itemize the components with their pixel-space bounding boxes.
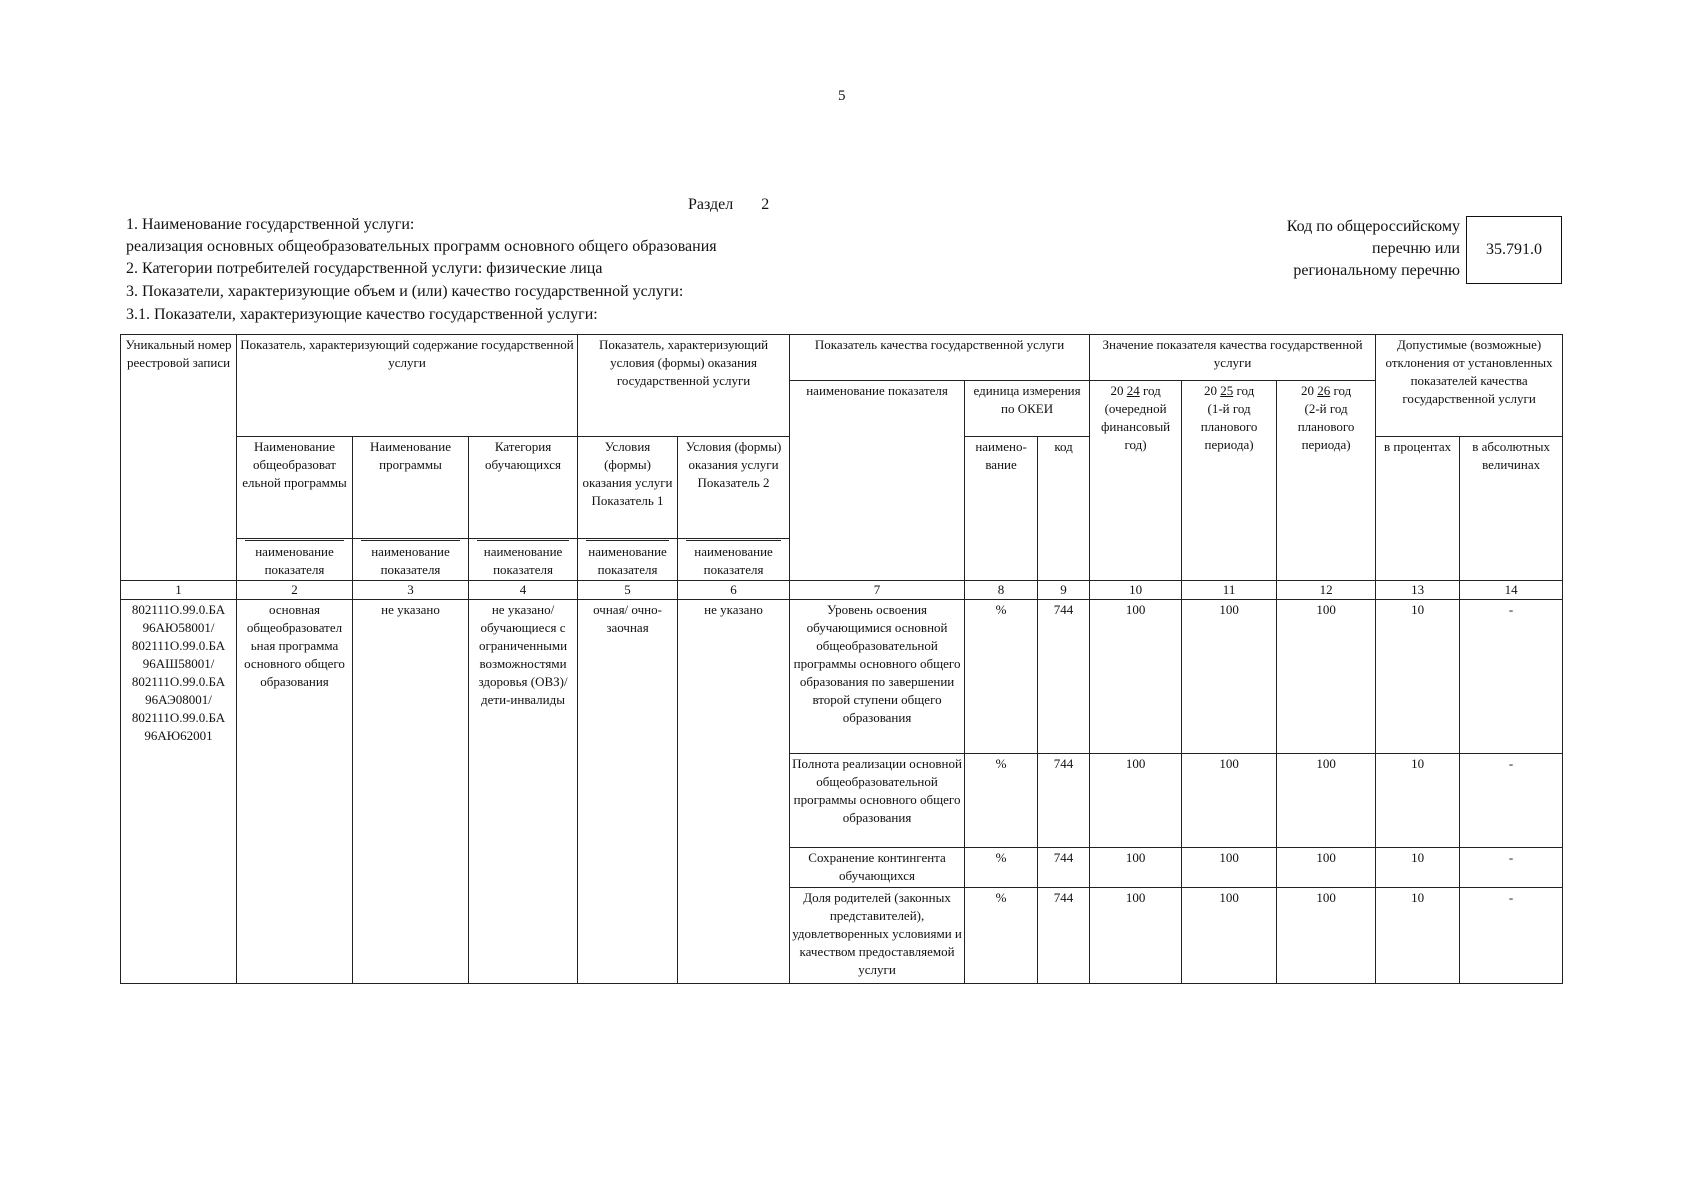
header-unique-number: Уникальный номер реестровой записи <box>121 335 237 581</box>
indicator-name: Доля родителей (законных представителей), удовлетворенных условиями и качеством предоставляемой услуги <box>790 888 965 984</box>
indicator-value-1: 100 <box>1090 600 1182 754</box>
indicator-code: 744 <box>1038 848 1090 888</box>
col-number: 11 <box>1182 581 1277 600</box>
indicator-percent: 10 <box>1376 600 1460 754</box>
record-form-2: не указано <box>678 600 790 984</box>
indicators-heading: 3. Показатели, характеризующие объем и (или) качество государственной услуги: <box>126 283 684 300</box>
page-number: 5 <box>838 88 846 104</box>
section-label: Раздел <box>688 196 734 213</box>
quality-indicators-table <box>120 334 1563 984</box>
indicator-name: Сохранение контингента обучающихся <box>790 848 965 888</box>
indicator-value-3: 100 <box>1277 754 1376 848</box>
col-number: 8 <box>965 581 1038 600</box>
indicator-value-2: 100 <box>1182 754 1277 848</box>
header-unit-code: код <box>1038 437 1090 581</box>
header-conditions-indicator: Показатель, характеризующий условия (формы) оказания государственной услуги <box>578 335 790 437</box>
indicator-unit: % <box>965 754 1038 848</box>
col-number: 1 <box>121 581 237 600</box>
record-program: основная общеобразовател ьная программа основного общего образования <box>237 600 353 984</box>
indicator-code: 744 <box>1038 888 1090 984</box>
record-program-name: не указано <box>353 600 469 984</box>
col-number: 6 <box>678 581 790 600</box>
header-program: Наименование общеобразоват ельной программы <box>237 437 353 539</box>
sub-header: наименование показателя <box>237 539 353 581</box>
service-name-label: 1. Наименование государственной услуги: <box>126 216 415 233</box>
sub-header: наименование показателя <box>469 539 578 581</box>
indicator-value-2: 100 <box>1182 888 1277 984</box>
indicator-code: 744 <box>1038 600 1090 754</box>
sub-header: наименование показателя <box>578 539 678 581</box>
header-unit-name: наимено-вание <box>965 437 1038 581</box>
indicator-value-3: 100 <box>1277 848 1376 888</box>
col-number: 7 <box>790 581 965 600</box>
service-name-value: реализация основных общеобразовательных программ основного общего образования <box>126 238 717 255</box>
indicator-percent: 10 <box>1376 888 1460 984</box>
quality-indicators-heading: 3.1. Показатели, характеризующие качество государственной услуги: <box>126 306 598 323</box>
indicator-unit: % <box>965 888 1038 984</box>
registry-code-block <box>1230 216 1562 284</box>
header-absolute: в абсолютных величинах <box>1460 437 1563 581</box>
section-number: 2 <box>761 196 770 213</box>
col-number: 10 <box>1090 581 1182 600</box>
sub-header: наименование показателя <box>353 539 469 581</box>
section-title <box>688 196 769 214</box>
indicator-name: Полнота реализации основной общеобразовательной программы основного общего образования <box>790 754 965 848</box>
header-form-1: Условия (формы) оказания услуги Показатель 1 <box>578 437 678 539</box>
col-number: 3 <box>353 581 469 600</box>
header-quality-indicator: Показатель качества государственной услуги <box>790 335 1090 381</box>
header-year-2: 20 25 год (1-й год планового периода) <box>1182 381 1277 581</box>
header-percent: в процентах <box>1376 437 1460 581</box>
indicator-absolute: - <box>1460 754 1563 848</box>
indicator-value-3: 100 <box>1277 600 1376 754</box>
indicator-absolute: - <box>1460 600 1563 754</box>
indicator-percent: 10 <box>1376 848 1460 888</box>
indicator-code: 744 <box>1038 754 1090 848</box>
indicator-unit: % <box>965 848 1038 888</box>
col-number: 12 <box>1277 581 1376 600</box>
record-category: не указано/ обучающиеся с ограниченными возможностями здоровья (ОВЗ)/дети-инвалиды <box>469 600 578 984</box>
header-deviations: Допустимые (возможные) отклонения от установленных показателей качества государственной услуги <box>1376 335 1563 437</box>
indicator-value-2: 100 <box>1182 600 1277 754</box>
header-category: Категория обучающихся <box>469 437 578 539</box>
col-number: 9 <box>1038 581 1090 600</box>
indicator-unit: % <box>965 600 1038 754</box>
sub-header: наименование показателя <box>678 539 790 581</box>
header-quality-name: наименование показателя <box>790 381 965 581</box>
header-program-name: Наименование программы <box>353 437 469 539</box>
header-year-3: 20 26 год (2-й год планового периода) <box>1277 381 1376 581</box>
col-number: 4 <box>469 581 578 600</box>
indicator-absolute: - <box>1460 848 1563 888</box>
indicator-value-1: 100 <box>1090 848 1182 888</box>
col-number: 14 <box>1460 581 1563 600</box>
indicator-absolute: - <box>1460 888 1563 984</box>
header-unit: единица измерения по ОКЕИ <box>965 381 1090 437</box>
indicator-value-1: 100 <box>1090 754 1182 848</box>
indicator-name: Уровень освоения обучающимися основной общеобразовательной программы основного общего образования по завершении второй ступени общего образования <box>790 600 965 754</box>
registry-code-label: Код по общероссийскому перечню или региональному перечню <box>1286 218 1460 279</box>
col-number: 2 <box>237 581 353 600</box>
header-year-1: 20 24 год (очередной финансовый год) <box>1090 381 1182 581</box>
header-quality-values: Значение показателя качества государственной услуги <box>1090 335 1376 381</box>
indicator-value-3: 100 <box>1277 888 1376 984</box>
col-number: 13 <box>1376 581 1460 600</box>
indicator-percent: 10 <box>1376 754 1460 848</box>
indicator-value-2: 100 <box>1182 848 1277 888</box>
consumer-category: 2. Категории потребителей государственной услуги: физические лица <box>126 260 603 277</box>
record-form-1: очная/ очно-заочная <box>578 600 678 984</box>
registry-code-value: 35.791.0 <box>1466 216 1562 284</box>
record-unique-number: 802111О.99.0.БА 96АЮ58001/ 802111О.99.0.БА 96АШ58001/ 802111О.99.0.БА 96АЭ08001/ 802111О.99.0.БА 96АЮ62001 <box>121 600 237 984</box>
header-form-2: Условия (формы) оказания услуги Показатель 2 <box>678 437 790 539</box>
indicator-value-1: 100 <box>1090 888 1182 984</box>
col-number: 5 <box>578 581 678 600</box>
header-content-indicator: Показатель, характеризующий содержание государственной услуги <box>237 335 578 437</box>
